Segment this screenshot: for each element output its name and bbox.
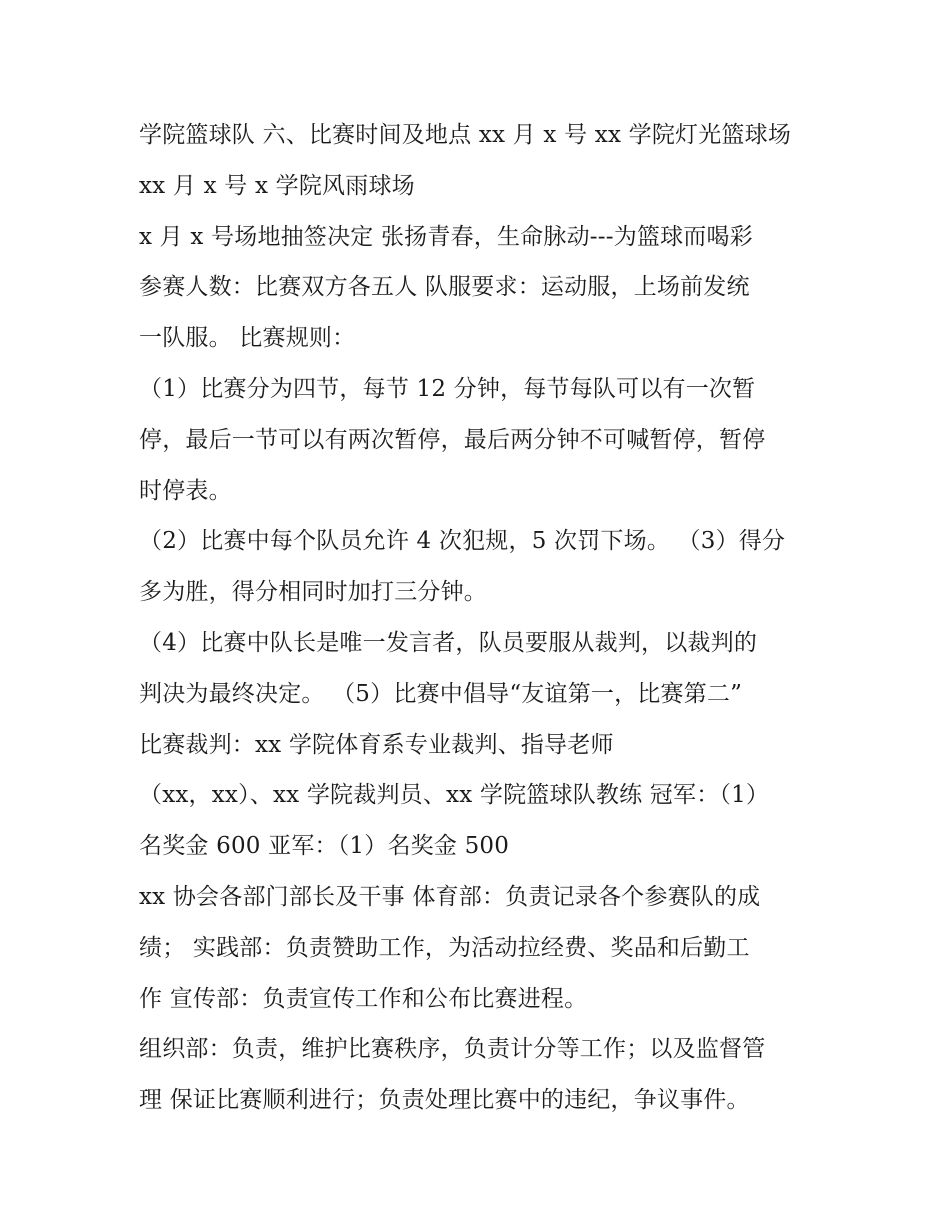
text-line: （xx，xx）、xx 学院裁判员、xx 学院篮球队教练 冠军：（1） <box>139 782 770 809</box>
text-line: 判决为最终决定。 （5）比赛中倡导“友谊第一，比赛第二” <box>139 680 743 707</box>
text-line: 比赛裁判：xx 学院体育系专业裁判、指导老师 <box>139 731 614 758</box>
text-line: 学院篮球队 六、比赛时间及地点 xx 月 x 号 xx 学院灯光篮球场 <box>139 122 792 148</box>
text-line: 参赛人数：比赛双方各五人 队服要求：运动服，上场前发统 <box>139 274 750 301</box>
text-line: 时停表。 <box>139 477 232 504</box>
text-line: 多为胜，得分相同时加打三分钟。 <box>139 579 487 606</box>
text-line: 一队服。 比赛规则： <box>139 325 356 352</box>
text-line: 名奖金 600 亚军：（1）名奖金 500 <box>139 833 510 860</box>
text-line: 组织部：负责，维护比赛秩序，负责计分等工作；以及监督管 <box>139 1036 766 1063</box>
text-line: 作 宣传部：负责宣传工作和公布比赛进程。 <box>139 985 588 1012</box>
text-line: （4）比赛中队长是唯一发言者，队员要服从裁判，以裁判的 <box>139 629 758 656</box>
text-line: 停，最后一节可以有两次暂停，最后两分钟不可喊暂停，暂停 <box>139 426 766 453</box>
document-body <box>139 110 829 1126</box>
text-line: xx 协会各部门部长及干事 体育部：负责记录各个参赛队的成 <box>139 883 761 910</box>
text-line: x 月 x 号场地抽签决定 张扬青春，生命脉动---为篮球而喝彩 <box>139 223 753 250</box>
text-line: （2）比赛中每个队员允许 4 次犯规，5 次罚下场。 （3）得分 <box>139 528 786 555</box>
text-line: 绩； 实践部：负责赞助工作，为活动拉经费、奖品和后勤工 <box>139 934 750 961</box>
text-line: 理 保证比赛顺利进行；负责处理比赛中的违纪，争议事件。 <box>139 1087 750 1114</box>
text-line: （1）比赛分为四节，每节 12 分钟，每节每队可以有一次暂 <box>139 375 756 402</box>
text-line: xx 月 x 号 x 学院风雨球场 <box>139 172 415 199</box>
